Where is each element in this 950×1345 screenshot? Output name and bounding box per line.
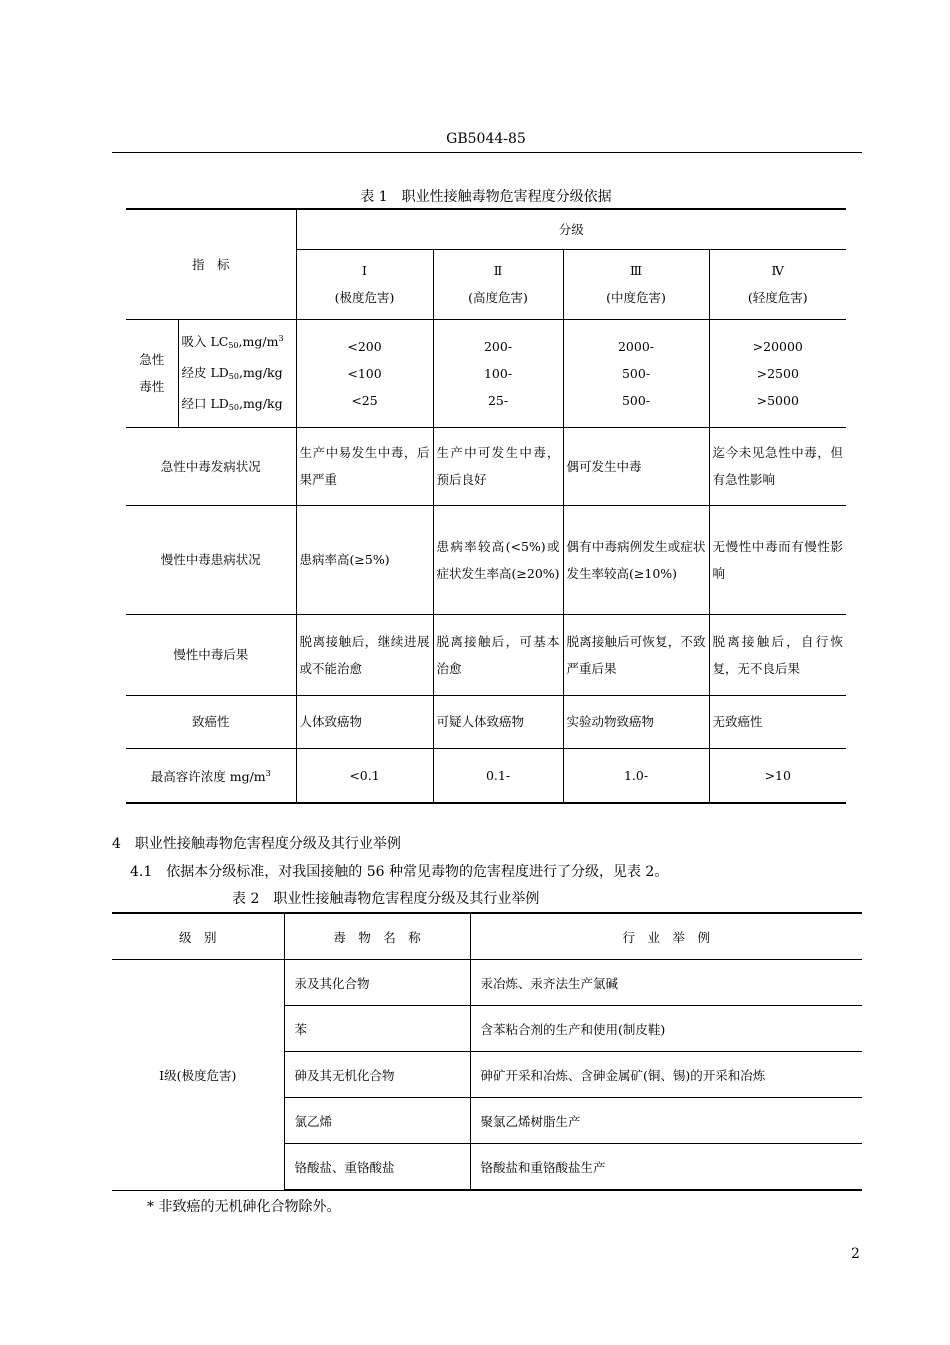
carcinogenicity-grade-1: 人体致癌物: [296, 695, 433, 748]
grade-header-1: Ⅰ (极度危害): [296, 249, 433, 319]
row-label-acute-onset: 急性中毒发病状况: [126, 427, 296, 505]
grade-header-3: Ⅲ (中度危害): [563, 249, 709, 319]
industry-cell: 砷矿开采和冶炼、含砷金属矿(铜、锡)的开采和冶炼: [470, 1052, 862, 1098]
document-code: GB5044-85: [446, 131, 526, 147]
max-conc-grade-2: 0.1-: [433, 748, 563, 803]
acute-metrics: [178, 319, 296, 427]
industry-cell: 聚氯乙烯树脂生产: [470, 1098, 862, 1144]
acute-values-grade-2: 200- 100- 25-: [433, 319, 563, 427]
acute-toxicity-label: 急性 毒性: [126, 319, 178, 427]
carcinogenicity-grade-2: 可疑人体致癌物: [433, 695, 563, 748]
toxin-cell: 氯乙烯: [284, 1098, 470, 1144]
table1-caption: 表 1 职业性接触毒物危害程度分级依据: [360, 189, 612, 205]
row-label-chronic-prevalence: 慢性中毒患病状况: [126, 505, 296, 614]
chronic-prevalence-grade-1: 患病率高(≥5%): [296, 505, 433, 614]
grade-header-2: Ⅱ (高度危害): [433, 249, 563, 319]
toxin-cell: 汞及其化合物: [284, 960, 470, 1006]
chronic-outcome-grade-1: 脱离接触后，继续进展或不能治愈: [296, 614, 433, 695]
header-industry: 行 业 举 例: [470, 913, 862, 960]
header-level: 级 别: [112, 913, 284, 960]
chronic-outcome-grade-4: 脱离接触后，自行恢复，无不良后果: [709, 614, 846, 695]
metric-inhalation: 吸入 $LC_{50},mg/m^3$: [181, 334, 284, 350]
acute-onset-grade-1: 生产中易发生中毒，后果严重: [296, 427, 433, 505]
chronic-prevalence-grade-4: 无慢性中毒而有慢性影响: [709, 505, 846, 614]
header-toxin: 毒 物 名 称: [284, 913, 470, 960]
chronic-prevalence-grade-2: 患病率较高(<5%)或症状发生率高(≥20%): [433, 505, 563, 614]
industry-cell: 含苯粘合剂的生产和使用(制皮鞋): [470, 1006, 862, 1052]
acute-values-grade-1: <200 <100 <25: [296, 319, 433, 427]
indicator-header: 指 标: [126, 209, 296, 319]
section-heading: 4 职业性接触毒物危害程度分级及其行业举例: [112, 836, 401, 852]
toxin-cell: 铬酸盐、重铬酸盐: [284, 1144, 470, 1191]
row-label-carcinogenicity: 致癌性: [126, 695, 296, 748]
row-label-chronic-outcome: 慢性中毒后果: [126, 614, 296, 695]
page-number: 2: [851, 1246, 860, 1262]
section-paragraph: 4.1 依据本分级标准，对我国接触的 56 种常见毒物的危害程度进行了分级，见表 2。: [130, 864, 669, 880]
row-label-max-concentration: 最高容许浓度 $mg/m^3$: [126, 748, 296, 803]
chronic-prevalence-grade-3: 偶有中毒病例发生或症状发生率较高(≥10%): [563, 505, 709, 614]
acute-values-grade-4: >20000 >2500 >5000: [709, 319, 846, 427]
acute-onset-grade-3: 偶可发生中毒: [563, 427, 709, 505]
toxin-cell: 苯: [284, 1006, 470, 1052]
grading-header: 分级: [296, 209, 846, 249]
acute-onset-grade-2: 生产中可发生中毒，预后良好: [433, 427, 563, 505]
industry-cell: 汞冶炼、汞齐法生产氯碱: [470, 960, 862, 1006]
carcinogenicity-grade-4: 无致癌性: [709, 695, 846, 748]
footnote: * 非致癌的无机砷化合物除外。: [147, 1199, 341, 1215]
level-cell: Ⅰ级(极度危害): [112, 960, 284, 1191]
chronic-outcome-grade-3: 脱离接触后可恢复，不致严重后果: [563, 614, 709, 695]
toxin-cell: 砷及其无机化合物: [284, 1052, 470, 1098]
metric-dermal: 经皮 $LD_{50},mg/kg$: [181, 365, 283, 381]
hazard-grading-table: [126, 208, 846, 804]
table2-caption: 表 2 职业性接触毒物危害程度分级及其行业举例: [232, 891, 540, 907]
industry-cell: 铬酸盐和重铬酸盐生产: [470, 1144, 862, 1191]
header-rule: [112, 152, 862, 153]
acute-values-grade-3: 2000- 500- 500-: [563, 319, 709, 427]
max-conc-grade-4: >10: [709, 748, 846, 803]
acute-onset-grade-4: 迄今未见急性中毒，但有急性影响: [709, 427, 846, 505]
carcinogenicity-grade-3: 实验动物致癌物: [563, 695, 709, 748]
metric-oral: 经口 $LD_{50},mg/kg$: [181, 396, 283, 412]
max-conc-grade-1: <0.1: [296, 748, 433, 803]
max-conc-grade-3: 1.0-: [563, 748, 709, 803]
industry-examples-table: [112, 912, 862, 1191]
grade-header-4: Ⅳ (轻度危害): [709, 249, 846, 319]
chronic-outcome-grade-2: 脱离接触后，可基本治愈: [433, 614, 563, 695]
